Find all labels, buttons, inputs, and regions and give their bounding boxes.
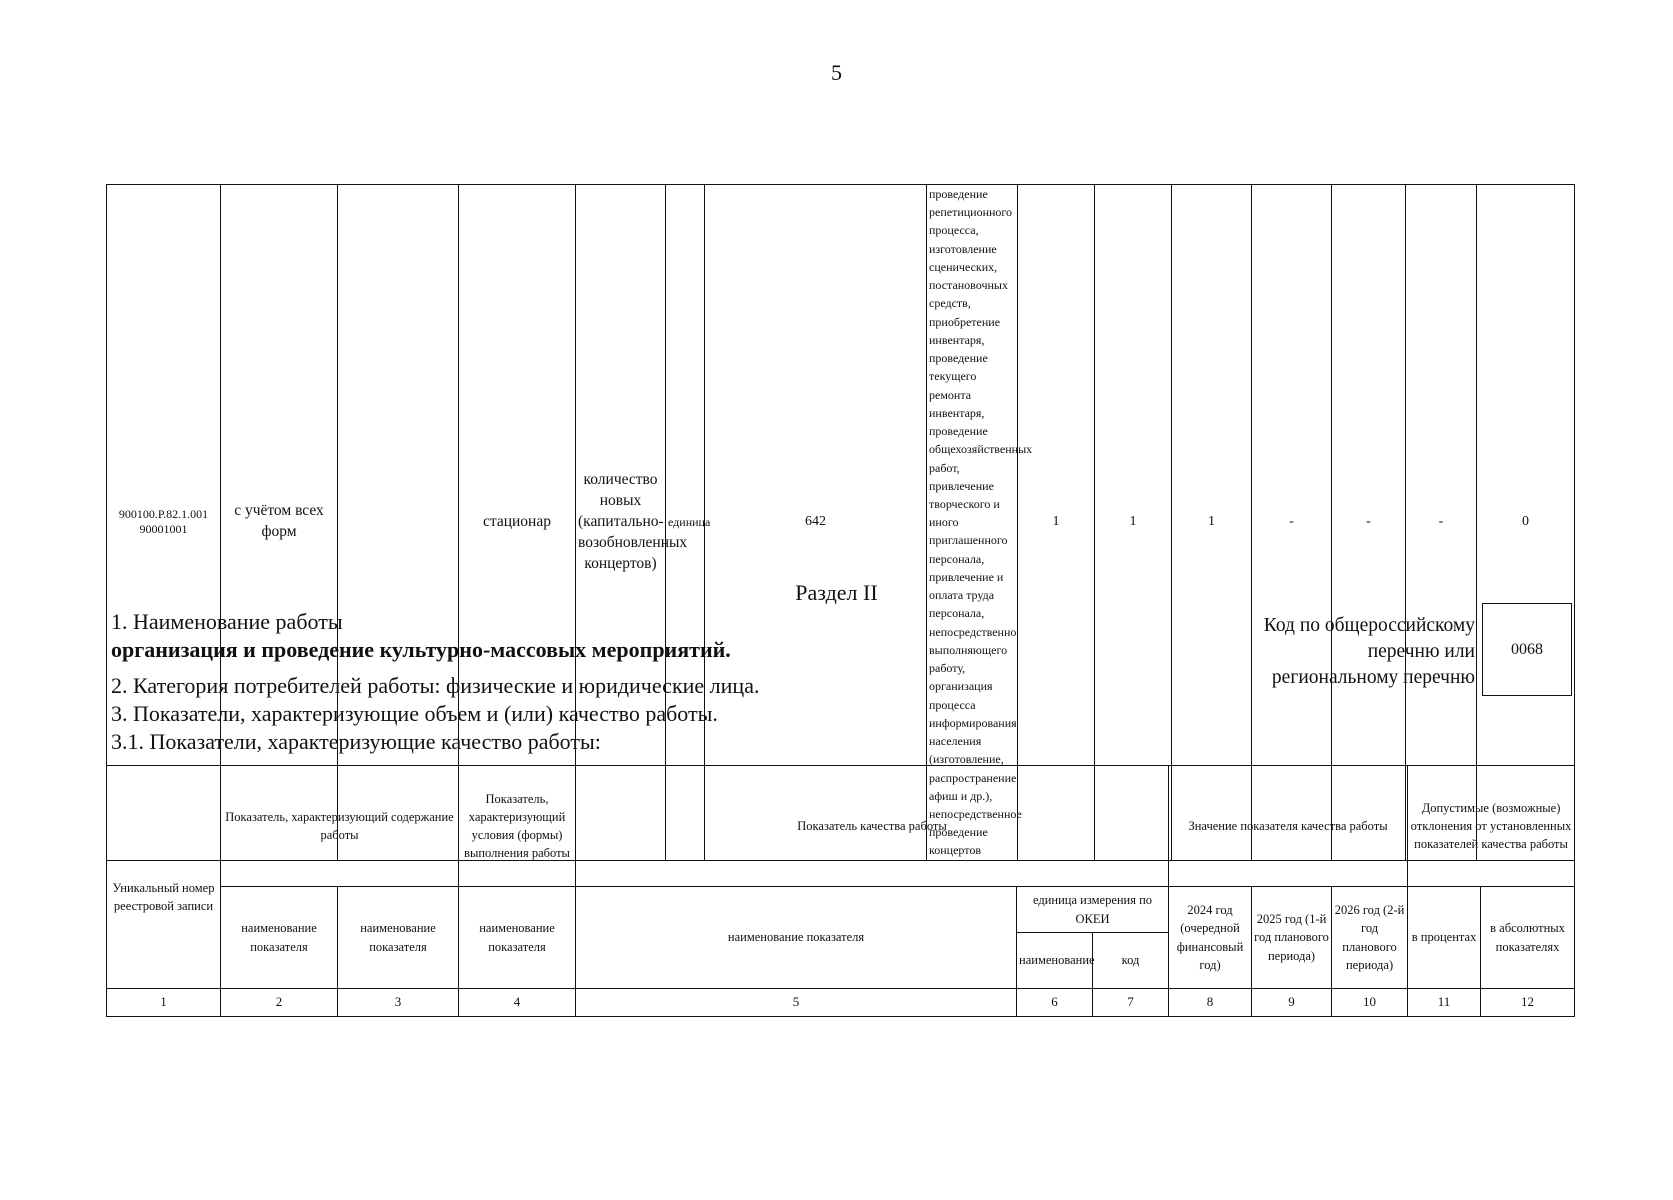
section-title: Раздел II [795,580,878,605]
header-condition-indicator: Показатель, характеризующий условия (формы) выполнения работы [459,766,576,887]
header-quality-indicator: Показатель качества работы [576,766,1169,887]
column-number: 11 [1408,989,1481,1017]
value-cell: 1 [1095,185,1172,861]
value-cell: 1 [1018,185,1095,861]
header-percent: в процентах [1408,887,1481,989]
work-name: организация и проведение культурно-массовых мероприятий. [111,637,731,662]
column-number: 2 [221,989,338,1017]
column-number: 9 [1252,989,1332,1017]
column-number: 7 [1093,989,1169,1017]
header-name-indicator: наименование показателя [338,887,459,989]
indicator-name-cell: количество новых (капитально-возобновленных концертов) [576,185,666,861]
column-number: 4 [459,989,576,1017]
header-unique-number-text: Уникальный номер реестровой записи [112,880,215,913]
column-number: 6 [1017,989,1093,1017]
column-number: 12 [1481,989,1575,1017]
column-number: 1 [107,989,221,1017]
value-cell: - [1406,185,1477,861]
header-quality-value: Значение показателя качества работы [1169,766,1408,887]
header-deviation: Допустимые (возможные) отклонения от установленных показателей качества работы [1408,766,1575,887]
header-2025: 2025 год (1-й год планового периода) [1252,887,1332,989]
value-cell: - [1252,185,1332,861]
header-name-indicator: наименование показателя [459,887,576,989]
header-2024: 2024 год (очередной финансовый год) [1169,887,1252,989]
work-name-label: 1. Наименование работы [111,609,343,634]
column-number: 3 [338,989,459,1017]
header-okei-name: наименование [1017,933,1093,989]
value-cell: 0 [1477,185,1575,861]
consumer-category: 2. Категория потребителей работы: физические и юридические лица. [111,673,760,698]
unit-name-cell: единица [666,185,705,861]
empty-content-cell [338,185,459,861]
code-box: 0068 [1482,603,1572,696]
header-unique-number [107,766,221,989]
column-number: 10 [1332,989,1408,1017]
code-label: Код по общероссийскому перечню или региональному перечню [1263,615,1475,688]
content-indicator-cell: с учётом всех форм [221,185,338,861]
description-cell: проведение репетиционного процесса, изготовление сценических, постановочных средств, приобретение инвентаря, проведение текущего ремонта инвентаря, проведение общехозяйственных работ, привлечение творческого и иного приглашенного персонала, привлечение и оплата труда персонала, непосредственно выполняющего работу, организация процесса информирования населения (изготовление, распространение афиш и др.), непосредственное проведение концертов [927,185,1018,861]
header-indicator-name: наименование показателя [576,887,1017,989]
column-number: 8 [1169,989,1252,1017]
unit-code-cell: 642 [705,185,927,861]
column-number: 5 [576,989,1017,1017]
condition-indicator-cell: стационар [459,185,576,861]
header-okei-code: код [1093,933,1169,989]
value-cell: 1 [1172,185,1252,861]
quality-table [106,765,1575,1017]
page-number: 5 [831,60,842,85]
volume-table-row [106,184,1575,861]
registry-number-cell: 900100.Р.82.1.001 90001001 [107,185,221,861]
quality-indicators-heading: 3.1. Показатели, характеризующие качество работы: [111,729,601,754]
header-okei: единица измерения по ОКЕИ [1017,887,1169,933]
header-name-indicator: наименование показателя [221,887,338,989]
header-content-indicator: Показатель, характеризующий содержание работы [221,766,459,887]
header-2026: 2026 год (2-й год планового периода) [1332,887,1408,989]
value-cell: - [1332,185,1406,861]
header-absolute: в абсолютных показателях [1481,887,1575,989]
indicators-heading: 3. Показатели, характеризующие объем и (или) качество работы. [111,701,718,726]
